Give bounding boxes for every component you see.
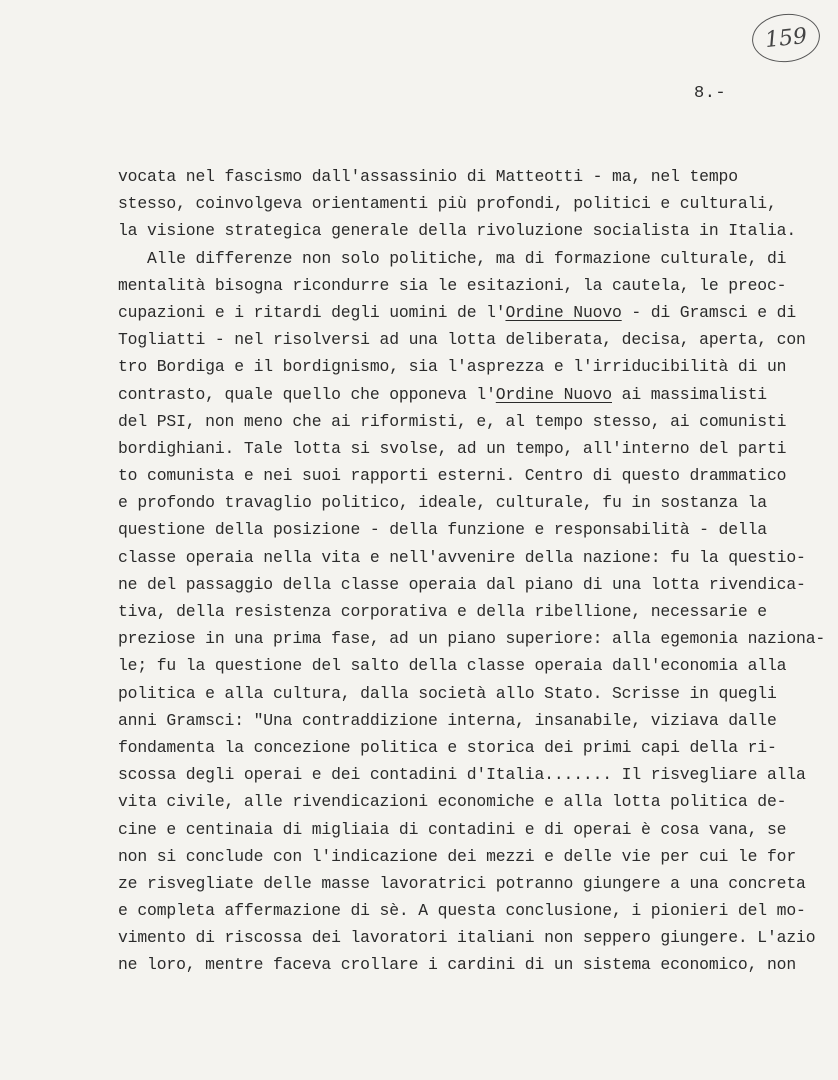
text-line: ze risvegliate delle masse lavoratrici potranno giungere a una concreta [118, 873, 806, 893]
text-line: non si conclude con l'indicazione dei mezzi e delle vie per cui le for [118, 846, 797, 866]
journal-title-underlined: Ordine Nuovo [495, 384, 612, 404]
text-line: politica e alla cultura, dalla società allo Stato. Scrisse in quegli [118, 683, 777, 703]
text-line: to comunista e nei suoi rapporti esterni. Centro di questo drammatico [118, 466, 787, 486]
body-text [118, 163, 836, 979]
text-line: cine e centinaia di migliaia di contadini e di operai è cosa vana, se [118, 819, 787, 839]
journal-title-underlined: Ordine Nuovo [505, 302, 622, 322]
text-line: anni Gramsci: "Una contraddizione interna, insanabile, viziava dalle [118, 710, 777, 730]
text-line: vocata nel fascismo dall'assassinio di Matteotti - ma, nel tempo [118, 167, 738, 186]
text-line: vimento di riscossa dei lavoratori italiani non seppero giungere. L'azio [118, 928, 816, 948]
text-line: ne loro, mentre faceva crollare i cardini di un sistema economico, non [118, 955, 797, 975]
text-line: questione della posizione - della funzione e responsabilità - della [118, 520, 767, 540]
text-line: contrasto, quale quello che opponeva l'Ordine Nuovo ai massimalisti [118, 384, 767, 404]
text-line: e completa affermazione di sè. A questa conclusione, i pionieri del mo- [118, 901, 806, 921]
page-number: 8.- [694, 84, 727, 103]
text-line: vita civile, alle rivendicazioni economiche e alla lotta politica de- [118, 792, 787, 812]
text-line: le; fu la questione del salto della classe operaia dall'economia alla [118, 656, 787, 676]
text-line: e profondo travaglio politico, ideale, culturale, fu in sostanza la [118, 493, 767, 513]
text-line: cupazioni e i ritardi degli uomini de l'Ordine Nuovo - di Gramsci e di [118, 302, 797, 322]
text-line: classe operaia nella vita e nell'avvenire della nazione: fu la questio- [118, 547, 806, 567]
text-line: del PSI, non meno che ai riformisti, e, al tempo stesso, ai comunisti [118, 411, 787, 431]
archive-page-stamp: 159 [750, 11, 823, 66]
text-line: preziose in una prima fase, ad un piano superiore: alla egemonia naziona- [118, 629, 826, 649]
text-line: Alle differenze non solo politiche, ma di formazione culturale, di [118, 248, 787, 268]
text-line: mentalità bisogna ricondurre sia le esitazioni, la cautela, le preoc- [118, 275, 787, 295]
text-line: fondamenta la concezione politica e storica dei primi capi della ri- [118, 737, 777, 757]
text-line: scossa degli operai e dei contadini d'Italia....... Il risvegliare alla [118, 765, 806, 785]
text-line: tro Bordiga e il bordignismo, sia l'asprezza e l'irriducibilità di un [118, 357, 787, 377]
text-line: la visione strategica generale della rivoluzione socialista in Italia. [118, 221, 797, 241]
text-line: Togliatti - nel risolversi ad una lotta deliberata, decisa, aperta, con [118, 330, 806, 350]
text-line: tiva, della resistenza corporativa e della ribellione, necessarie e [118, 602, 767, 621]
text-line: bordighiani. Tale lotta si svolse, ad un tempo, all'interno del parti [118, 438, 787, 458]
text-line: stesso, coinvolgeva orientamenti più profondi, politici e culturali, [118, 194, 777, 214]
text-line: ne del passaggio della classe operaia dal piano di una lotta rivendica- [118, 574, 806, 594]
